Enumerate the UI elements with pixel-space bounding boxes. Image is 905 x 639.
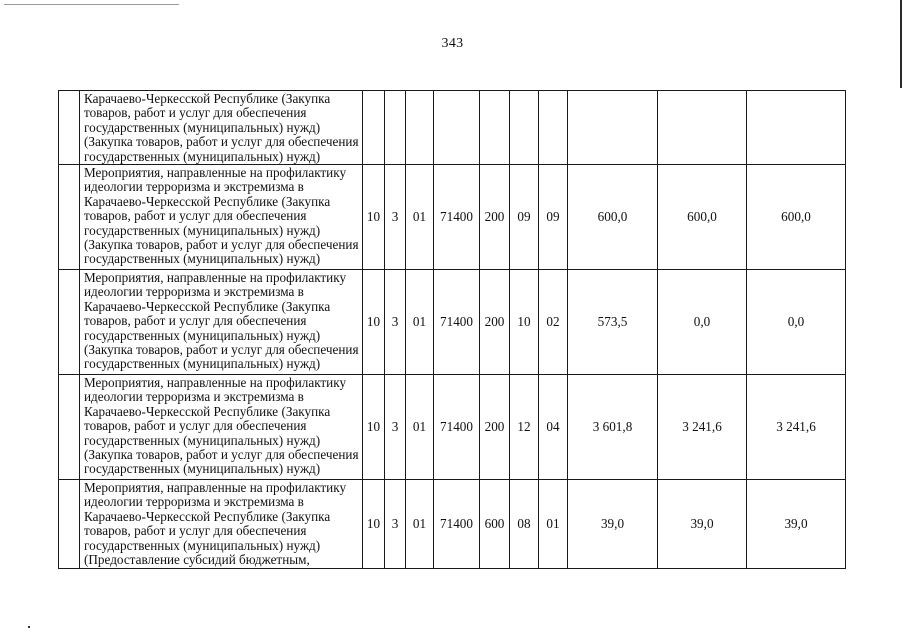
budget-table — [58, 90, 846, 569]
row-lead-cell — [59, 270, 80, 375]
amount-1: 573,5 — [568, 270, 658, 375]
direction-code: 71400 — [434, 375, 480, 480]
scan-top-stroke — [4, 4, 179, 5]
amount-1: 600,0 — [568, 165, 658, 270]
amount-3: 600,0 — [747, 165, 846, 270]
event-code: 01 — [406, 270, 434, 375]
amount-3 — [747, 91, 846, 165]
row-lead-cell — [59, 375, 80, 480]
subprogram-code: 3 — [385, 165, 406, 270]
program-code: 10 — [363, 270, 385, 375]
direction-code: 71400 — [434, 270, 480, 375]
section-code: 09 — [510, 165, 539, 270]
expense-type-code: 600 — [480, 480, 510, 569]
amount-1 — [568, 91, 658, 165]
section-code: 10 — [510, 270, 539, 375]
table-row — [59, 270, 846, 375]
section-code: 12 — [510, 375, 539, 480]
direction-code: 71400 — [434, 165, 480, 270]
subprogram-code: 3 — [385, 270, 406, 375]
program-code: 10 — [363, 165, 385, 270]
row-description: Мероприятия, направленные на профилактику идеологии терроризма и экстремизма в Карачаево-Черкесской Республике (Закупка товаров, работ и услуг для обеспечения государственных (муниципальных) нужд) (Закупка товаров, работ и услуг для обеспечения государственных (муниципальных) нужд) — [80, 270, 363, 375]
program-code — [363, 91, 385, 165]
table-row — [59, 165, 846, 270]
program-code: 10 — [363, 480, 385, 569]
amount-1: 39,0 — [568, 480, 658, 569]
section-code — [510, 91, 539, 165]
row-description: Мероприятия, направленные на профилактику идеологии терроризма и экстремизма в Карачаево-Черкесской Республике (Закупка товаров, работ и услуг для обеспечения государственных (муниципальных) нужд) (Предоставление субсидий бюджетным, — [80, 480, 363, 569]
amount-3: 39,0 — [747, 480, 846, 569]
subsection-code — [539, 91, 568, 165]
expense-type-code: 200 — [480, 375, 510, 480]
expense-type-code — [480, 91, 510, 165]
scan-speck — [28, 626, 30, 628]
amount-2: 3 241,6 — [658, 375, 747, 480]
row-description: Мероприятия, направленные на профилактику идеологии терроризма и экстремизма в Карачаево-Черкесской Республике (Закупка товаров, работ и услуг для обеспечения государственных (муниципальных) нужд) (Закупка товаров, работ и услуг для обеспечения государственных (муниципальных) нужд) — [80, 165, 363, 270]
program-code: 10 — [363, 375, 385, 480]
event-code — [406, 91, 434, 165]
row-description: Карачаево-Черкесской Республике (Закупка товаров, работ и услуг для обеспечения государственных (муниципальных) нужд) (Закупка товаров, работ и услуг для обеспечения государственных (муниципальных) нужд) — [80, 91, 363, 165]
event-code: 01 — [406, 375, 434, 480]
amount-2: 39,0 — [658, 480, 747, 569]
event-code: 01 — [406, 165, 434, 270]
subsection-code: 02 — [539, 270, 568, 375]
amount-1: 3 601,8 — [568, 375, 658, 480]
table-row — [59, 91, 846, 165]
table-row — [59, 375, 846, 480]
row-lead-cell — [59, 480, 80, 569]
amount-2: 0,0 — [658, 270, 747, 375]
row-lead-cell — [59, 165, 80, 270]
expense-type-code: 200 — [480, 270, 510, 375]
amount-3: 3 241,6 — [747, 375, 846, 480]
amount-2: 600,0 — [658, 165, 747, 270]
amount-3: 0,0 — [747, 270, 846, 375]
section-code: 08 — [510, 480, 539, 569]
page-number: 343 — [441, 36, 464, 51]
row-description: Мероприятия, направленные на профилактику идеологии терроризма и экстремизма в Карачаево-Черкесской Республике (Закупка товаров, работ и услуг для обеспечения государственных (муниципальных) нужд) (Закупка товаров, работ и услуг для обеспечения государственных (муниципальных) нужд) — [80, 375, 363, 480]
table-row — [59, 480, 846, 569]
direction-code: 71400 — [434, 480, 480, 569]
direction-code — [434, 91, 480, 165]
subprogram-code — [385, 91, 406, 165]
subsection-code: 04 — [539, 375, 568, 480]
expense-type-code: 200 — [480, 165, 510, 270]
subprogram-code: 3 — [385, 375, 406, 480]
subsection-code: 01 — [539, 480, 568, 569]
subsection-code: 09 — [539, 165, 568, 270]
event-code: 01 — [406, 480, 434, 569]
amount-2 — [658, 91, 747, 165]
row-lead-cell — [59, 91, 80, 165]
subprogram-code: 3 — [385, 480, 406, 569]
